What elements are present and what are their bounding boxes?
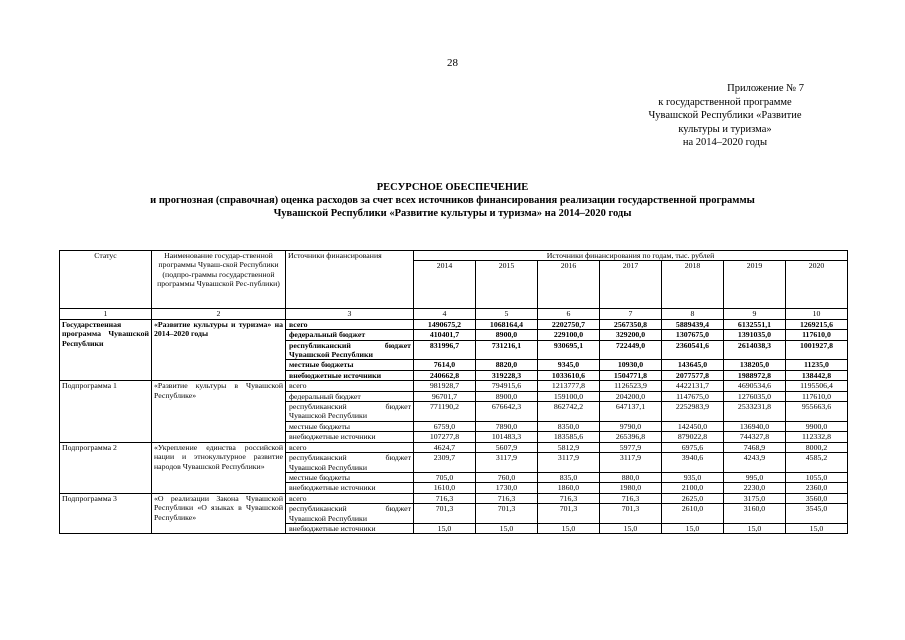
row-value: 1213777,8 — [538, 381, 600, 391]
row-value: 3117,9 — [538, 453, 600, 473]
row-source: местные бюджеты — [286, 360, 414, 370]
header-source: Источники финансирования — [286, 251, 414, 309]
row-value: 2610,0 — [662, 504, 724, 524]
row-value: 701,3 — [476, 504, 538, 524]
header-year: 2017 — [600, 261, 662, 309]
row-value: 7468,9 — [724, 442, 786, 452]
row-program-name: «Развитие культуры и туризма» на 2014–2020 годы — [152, 319, 286, 380]
title-line-3: Чувашской Республики «Развитие культуры и туризма» на 2014–2020 годы — [273, 208, 632, 219]
row-program-name: «О реализации Закона Чувашской Республики «О языках в Чувашской Республике» — [152, 493, 286, 534]
row-value: 8000,2 — [786, 442, 848, 452]
row-value: 117610,0 — [786, 330, 848, 340]
row-value: 701,3 — [414, 504, 476, 524]
row-value: 15,0 — [786, 523, 848, 533]
row-value: 1307675,0 — [662, 330, 724, 340]
row-value: 9345,0 — [538, 360, 600, 370]
appendix-line: на 2014–2020 годы — [682, 137, 768, 148]
row-value: 15,0 — [538, 523, 600, 533]
row-value: 159100,0 — [538, 391, 600, 401]
row-value: 835,0 — [538, 472, 600, 482]
appendix-line: Чувашской Республики «Развитие — [648, 110, 802, 121]
row-value: 142450,0 — [662, 421, 724, 431]
row-value: 981928,7 — [414, 381, 476, 391]
row-value: 7890,0 — [476, 421, 538, 431]
row-program-name: «Развитие культуры в Чувашской Республике» — [152, 381, 286, 442]
row-value: 138442,8 — [786, 370, 848, 380]
row-value: 5607,9 — [476, 442, 538, 452]
column-number: 3 — [286, 309, 414, 319]
row-value: 6132551,1 — [724, 319, 786, 329]
row-value: 2567350,8 — [600, 319, 662, 329]
row-source: внебюджетные источники — [286, 523, 414, 533]
row-value: 2625,0 — [662, 493, 724, 503]
column-numbers-row — [60, 309, 848, 319]
row-value: 2360,0 — [786, 483, 848, 493]
table-row — [60, 381, 848, 391]
row-value: 1988972,8 — [724, 370, 786, 380]
row-value: 2252983,9 — [662, 402, 724, 422]
row-value: 955663,6 — [786, 402, 848, 422]
row-value: 5889439,4 — [662, 319, 724, 329]
row-value: 930695,1 — [538, 340, 600, 360]
row-value: 7614,0 — [414, 360, 476, 370]
row-value: 96701,7 — [414, 391, 476, 401]
appendix-line: Приложение № 7 — [727, 83, 804, 94]
row-value: 701,3 — [600, 504, 662, 524]
row-value: 107277,8 — [414, 432, 476, 442]
row-value: 716,3 — [600, 493, 662, 503]
row-value: 4422131,7 — [662, 381, 724, 391]
row-value: 705,0 — [414, 472, 476, 482]
row-value: 136940,0 — [724, 421, 786, 431]
row-value: 744327,8 — [724, 432, 786, 442]
row-source: местные бюджеты — [286, 421, 414, 431]
title-line-2: и прогнозная (справочная) оценка расходов за счет всех источников финансирования реализации государственной программы — [150, 195, 755, 206]
row-source: всего — [286, 381, 414, 391]
resource-table — [59, 250, 848, 534]
row-value: 138205,0 — [724, 360, 786, 370]
row-value: 879022,8 — [662, 432, 724, 442]
row-value: 2533231,8 — [724, 402, 786, 422]
header-year: 2015 — [476, 261, 538, 309]
row-value: 329200,0 — [600, 330, 662, 340]
column-number: 2 — [152, 309, 286, 319]
row-source: республиканский бюджет Чувашской Республики — [286, 340, 414, 360]
row-value: 4624,7 — [414, 442, 476, 452]
row-value: 2077577,8 — [662, 370, 724, 380]
row-value: 716,3 — [476, 493, 538, 503]
row-value: 183585,6 — [538, 432, 600, 442]
row-status: Государственная программа Чувашской Республики — [60, 319, 152, 380]
row-value: 8900,0 — [476, 391, 538, 401]
row-value: 1391035,0 — [724, 330, 786, 340]
row-value: 101483,3 — [476, 432, 538, 442]
row-value: 2309,7 — [414, 453, 476, 473]
row-value: 2614038,3 — [724, 340, 786, 360]
row-value: 3160,0 — [724, 504, 786, 524]
row-value: 240662,8 — [414, 370, 476, 380]
row-value: 1610,0 — [414, 483, 476, 493]
row-value: 15,0 — [476, 523, 538, 533]
row-value: 935,0 — [662, 472, 724, 482]
row-value: 722449,0 — [600, 340, 662, 360]
row-value: 6759,0 — [414, 421, 476, 431]
row-value: 4243,9 — [724, 453, 786, 473]
table-row — [60, 442, 848, 452]
column-number: 6 — [538, 309, 600, 319]
row-value: 701,3 — [538, 504, 600, 524]
row-value: 6975,6 — [662, 442, 724, 452]
row-value: 1033610,6 — [538, 370, 600, 380]
row-value: 15,0 — [724, 523, 786, 533]
row-value: 831996,7 — [414, 340, 476, 360]
row-value: 647137,1 — [600, 402, 662, 422]
row-value: 15,0 — [414, 523, 476, 533]
row-value: 117610,0 — [786, 391, 848, 401]
column-number: 8 — [662, 309, 724, 319]
header-year: 2016 — [538, 261, 600, 309]
header-year: 2014 — [414, 261, 476, 309]
row-status: Подпрограмма 2 — [60, 442, 152, 493]
column-number: 10 — [786, 309, 848, 319]
appendix-line: культуры и туризма» — [678, 123, 772, 135]
row-value: 1001927,8 — [786, 340, 848, 360]
row-value: 862742,2 — [538, 402, 600, 422]
row-source: федеральный бюджет — [286, 391, 414, 401]
header-year: 2020 — [786, 261, 848, 309]
row-value: 410401,7 — [414, 330, 476, 340]
row-value: 2202750,7 — [538, 319, 600, 329]
header-row — [60, 251, 848, 261]
row-value: 3175,0 — [724, 493, 786, 503]
row-source: всего — [286, 319, 414, 329]
row-value: 319228,3 — [476, 370, 538, 380]
row-value: 1055,0 — [786, 472, 848, 482]
table-row — [60, 319, 848, 329]
row-value: 4690534,6 — [724, 381, 786, 391]
column-number: 5 — [476, 309, 538, 319]
row-value: 771190,2 — [414, 402, 476, 422]
header-status: Статус — [60, 251, 152, 309]
row-source: республиканский бюджет Чувашской Республики — [286, 402, 414, 422]
header-year: 2018 — [662, 261, 724, 309]
appendix-line: к государственной программе — [658, 96, 792, 108]
row-value: 1126523,9 — [600, 381, 662, 391]
row-value: 3545,0 — [786, 504, 848, 524]
row-value: 4585,2 — [786, 453, 848, 473]
row-value: 15,0 — [662, 523, 724, 533]
row-source: всего — [286, 442, 414, 452]
row-value: 15,0 — [600, 523, 662, 533]
header-by-years: Источники финансирования по годам, тыс. рублей — [414, 251, 848, 261]
header-year: 2019 — [724, 261, 786, 309]
row-value: 1980,0 — [600, 483, 662, 493]
row-value: 229100,0 — [538, 330, 600, 340]
row-value: 1730,0 — [476, 483, 538, 493]
column-number: 7 — [600, 309, 662, 319]
row-value: 8820,0 — [476, 360, 538, 370]
row-value: 1147675,0 — [662, 391, 724, 401]
row-source: внебюджетные источники — [286, 432, 414, 442]
row-value: 9900,0 — [786, 421, 848, 431]
document-title — [0, 181, 905, 220]
row-value: 112332,8 — [786, 432, 848, 442]
row-value: 10930,0 — [600, 360, 662, 370]
table-row — [60, 493, 848, 503]
row-value: 1269215,6 — [786, 319, 848, 329]
row-value: 731216,1 — [476, 340, 538, 360]
row-value: 204200,0 — [600, 391, 662, 401]
row-value: 880,0 — [600, 472, 662, 482]
row-value: 995,0 — [724, 472, 786, 482]
row-source: федеральный бюджет — [286, 330, 414, 340]
row-value: 1276035,0 — [724, 391, 786, 401]
row-value: 2230,0 — [724, 483, 786, 493]
row-value: 3117,9 — [476, 453, 538, 473]
appendix-block — [620, 82, 830, 150]
row-source: местные бюджеты — [286, 472, 414, 482]
title-line-1: РЕСУРСНОЕ ОБЕСПЕЧЕНИЕ — [376, 182, 529, 193]
row-source: всего — [286, 493, 414, 503]
row-value: 1490675,2 — [414, 319, 476, 329]
row-value: 5977,9 — [600, 442, 662, 452]
row-value: 3560,0 — [786, 493, 848, 503]
row-value: 265396,8 — [600, 432, 662, 442]
row-value: 794915,6 — [476, 381, 538, 391]
row-value: 716,3 — [414, 493, 476, 503]
row-value: 143645,0 — [662, 360, 724, 370]
row-status: Подпрограмма 1 — [60, 381, 152, 442]
column-number: 9 — [724, 309, 786, 319]
column-number: 4 — [414, 309, 476, 319]
row-source: внебюджетные источники — [286, 370, 414, 380]
row-status: Подпрограмма 3 — [60, 493, 152, 534]
row-value: 1068164,4 — [476, 319, 538, 329]
row-value: 2360541,6 — [662, 340, 724, 360]
row-value: 716,3 — [538, 493, 600, 503]
row-value: 760,0 — [476, 472, 538, 482]
row-value: 1195506,4 — [786, 381, 848, 391]
row-value: 1860,0 — [538, 483, 600, 493]
row-source: республиканский бюджет Чувашской Республики — [286, 453, 414, 473]
row-source: республиканский бюджет Чувашской Республики — [286, 504, 414, 524]
column-number: 1 — [60, 309, 152, 319]
row-value: 2100,0 — [662, 483, 724, 493]
row-value: 11235,0 — [786, 360, 848, 370]
row-program-name: «Укрепление единства российской нации и этнокультурное развитие народов Чувашской Республики» — [152, 442, 286, 493]
row-value: 8350,0 — [538, 421, 600, 431]
page-number: 28 — [447, 57, 458, 69]
row-value: 1504771,8 — [600, 370, 662, 380]
row-value: 5812,9 — [538, 442, 600, 452]
header-name: Наименование государ-ственной программы Чуваш-ской Республики (подпро-граммы государственной программы Чувашской Рес-публики) — [152, 251, 286, 309]
row-value: 9790,0 — [600, 421, 662, 431]
row-value: 8900,0 — [476, 330, 538, 340]
row-value: 3117,9 — [600, 453, 662, 473]
row-value: 676642,3 — [476, 402, 538, 422]
row-source: внебюджетные источники — [286, 483, 414, 493]
row-value: 3940,6 — [662, 453, 724, 473]
